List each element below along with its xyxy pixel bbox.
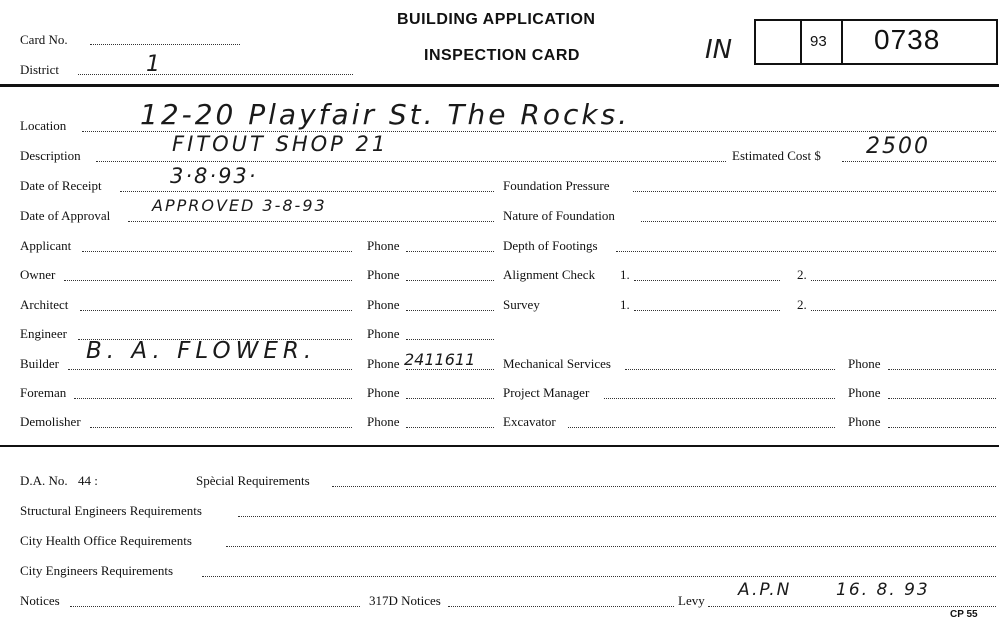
architect-line	[80, 310, 352, 311]
mechanical-services-phone-line	[888, 369, 996, 370]
estimated-cost-label: Estimated Cost $	[732, 148, 821, 163]
date-receipt-label: Date of Receipt	[20, 178, 102, 193]
date-approval-line	[128, 221, 494, 222]
levy-date: 16. 8. 93	[836, 580, 930, 600]
card-number-divider-b	[841, 21, 843, 63]
levy-value: A.P.N	[738, 580, 792, 600]
builder-label: Builder	[20, 356, 59, 371]
card-title-line1: BUILDING APPLICATION	[397, 11, 596, 28]
alignment-check-1-line	[634, 280, 780, 281]
applicant-phone-label: Phone	[367, 238, 400, 253]
levy-line	[708, 606, 996, 607]
demolisher-line	[90, 427, 352, 428]
district-value: 1	[146, 52, 160, 77]
foreman-line	[74, 398, 352, 399]
excavator-label: Excavator	[503, 414, 556, 429]
foreman-label: Foreman	[20, 385, 67, 400]
nature-foundation-line	[641, 221, 996, 222]
header-rule	[0, 84, 999, 87]
owner-line	[64, 280, 352, 281]
architect-label: Architect	[20, 297, 69, 312]
alignment-check-2-label: 2.	[797, 267, 807, 282]
mechanical-services-label: Mechanical Services	[503, 356, 611, 371]
health-requirements-line	[226, 546, 996, 547]
project-manager-line	[604, 398, 835, 399]
description-value: FITOUT SHOP 21	[172, 132, 389, 156]
card-title-line2: INSPECTION CARD	[424, 47, 580, 64]
notices-label: Notices	[20, 593, 60, 608]
builder-line	[68, 369, 352, 370]
city-engineers-requirements-line	[202, 576, 996, 577]
survey-1-line	[634, 310, 780, 311]
date-approval-value: APPROVED 3-8-93	[152, 196, 327, 215]
notices-317d-line	[448, 606, 674, 607]
survey-1-label: 1.	[620, 297, 630, 312]
notices-317d-label: 317D Notices	[369, 593, 441, 608]
special-requirements-label: Spècial Requirements	[196, 473, 310, 488]
depth-footings-line	[616, 251, 996, 252]
alignment-check-2-line	[811, 280, 996, 281]
excavator-phone-line	[888, 427, 996, 428]
project-manager-label: Project Manager	[503, 385, 590, 400]
builder-phone-value: 2411611	[404, 350, 476, 369]
owner-phone-line	[406, 280, 494, 281]
structural-requirements-line	[238, 516, 996, 517]
special-requirements-line	[332, 486, 996, 487]
date-receipt-line	[120, 191, 494, 192]
requirements-rule	[0, 445, 999, 447]
engineer-label: Engineer	[20, 326, 67, 341]
owner-label: Owner	[20, 267, 56, 282]
form-code: CP 55	[950, 609, 978, 620]
project-manager-phone-label: Phone	[848, 385, 881, 400]
da-no-label: D.A. No.	[20, 473, 68, 488]
notices-line	[70, 606, 360, 607]
card-no-label: Card No.	[20, 32, 68, 47]
builder-value: B. A. FLOWER.	[86, 338, 317, 364]
mechanical-services-phone-label: Phone	[848, 356, 881, 371]
demolisher-label: Demolisher	[20, 414, 81, 429]
description-line	[96, 161, 726, 162]
foundation-pressure-label: Foundation Pressure	[503, 178, 610, 193]
description-label: Description	[20, 148, 81, 163]
builder-phone-line	[406, 369, 494, 370]
district-line	[78, 74, 353, 75]
card-number-box	[754, 19, 998, 65]
nature-foundation-label: Nature of Foundation	[503, 208, 615, 223]
survey-label: Survey	[503, 297, 540, 312]
structural-requirements-label: Structural Engineers Requirements	[20, 503, 202, 518]
demolisher-phone-label: Phone	[367, 414, 400, 429]
owner-phone-label: Phone	[367, 267, 400, 282]
survey-2-label: 2.	[797, 297, 807, 312]
card-no-line	[90, 44, 240, 45]
project-manager-phone-line	[888, 398, 996, 399]
architect-phone-line	[406, 310, 494, 311]
card-number: 0738	[874, 24, 941, 55]
applicant-phone-line	[406, 251, 494, 252]
card-number-divider-a	[800, 21, 802, 63]
alignment-check-label: Alignment Check	[503, 267, 596, 282]
applicant-line	[82, 251, 352, 252]
foreman-phone-label: Phone	[367, 385, 400, 400]
card-year: 93	[810, 33, 827, 50]
alignment-check-1-label: 1.	[620, 267, 630, 282]
mechanical-services-line	[625, 369, 835, 370]
estimated-cost-value: 2500	[866, 134, 930, 159]
date-receipt-value: 3·8·93·	[170, 164, 258, 188]
location-label: Location	[20, 118, 67, 133]
builder-phone-label: Phone	[367, 356, 400, 371]
da-no-value: 44 :	[78, 473, 98, 488]
date-approval-label: Date of Approval	[20, 208, 111, 223]
excavator-line	[568, 427, 835, 428]
location-value: 12-20 Playfair St. The Rocks.	[140, 98, 631, 131]
foundation-pressure-line	[633, 191, 996, 192]
applicant-label: Applicant	[20, 238, 72, 253]
engineer-phone-line	[406, 339, 494, 340]
city-engineers-requirements-label: City Engineers Requirements	[20, 563, 174, 578]
health-requirements-label: City Health Office Requirements	[20, 533, 192, 548]
levy-label: Levy	[678, 593, 705, 608]
demolisher-phone-line	[406, 427, 494, 428]
survey-2-line	[811, 310, 996, 311]
depth-footings-label: Depth of Footings	[503, 238, 598, 253]
excavator-phone-label: Phone	[848, 414, 881, 429]
district-label: District	[20, 62, 59, 77]
foreman-phone-line	[406, 398, 494, 399]
engineer-phone-label: Phone	[367, 326, 400, 341]
estimated-cost-line	[842, 161, 996, 162]
architect-phone-label: Phone	[367, 297, 400, 312]
in-mark: IN	[705, 35, 733, 65]
